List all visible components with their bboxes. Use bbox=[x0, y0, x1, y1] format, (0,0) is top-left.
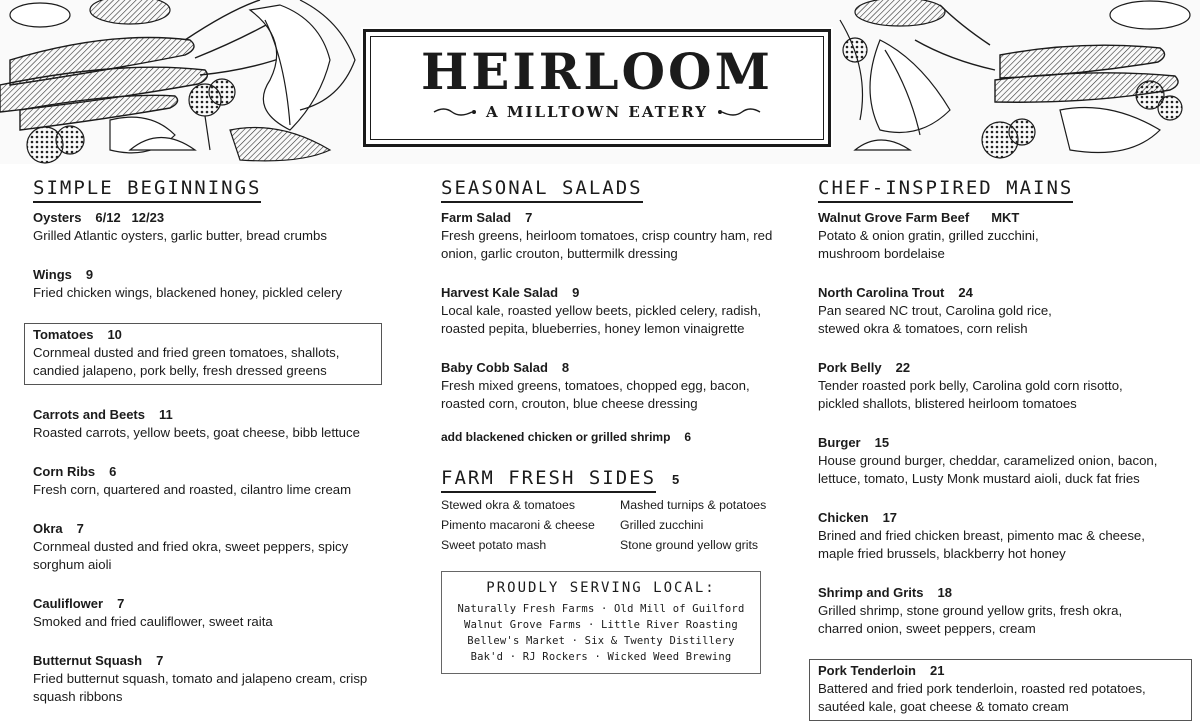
menu-item-farm-salad bbox=[441, 209, 786, 263]
item-description: Cornmeal dusted and fried green tomatoes, shallots, candied jalapeno, pork belly, fresh dressed greens bbox=[33, 345, 340, 378]
item-price: 6 bbox=[109, 464, 117, 479]
menu-item-pork-belly bbox=[818, 359, 1188, 413]
item-name: Farm Salad bbox=[441, 210, 512, 225]
menu-item-carrots-and-beets bbox=[33, 406, 378, 442]
section-title: SIMPLE BEGINNINGS bbox=[33, 176, 261, 203]
section-chef-inspired-mains bbox=[818, 174, 1188, 721]
menu-item-baby-cobb-salad bbox=[441, 359, 786, 413]
item-description: Roasted carrots, yellow beets, goat cheese, bibb lettuce bbox=[33, 425, 360, 440]
item-description: Fried chicken wings, blackened honey, pickled celery bbox=[33, 285, 343, 300]
item-price: 6/12 12/23 bbox=[95, 210, 165, 225]
menu-item-pork-tenderloin bbox=[809, 659, 1192, 721]
menu-item-corn-ribs bbox=[33, 463, 378, 499]
section-title: FARM FRESH SIDES bbox=[441, 466, 656, 493]
logo-title: HEIRLOOM bbox=[421, 42, 773, 101]
sides-price: 5 bbox=[672, 472, 680, 487]
side-item: Mashed turnips & potatoes bbox=[620, 498, 767, 512]
item-description: Grilled Atlantic oysters, garlic butter, bread crumbs bbox=[33, 228, 327, 243]
salad-addon bbox=[441, 430, 786, 444]
section-simple-beginnings bbox=[33, 174, 378, 727]
item-description: House ground burger, cheddar, caramelized onion, bacon, lettuce, tomato, Lusty Monk mustard aioli, duck fat fries bbox=[818, 453, 1158, 486]
item-price: 7 bbox=[117, 596, 125, 611]
item-name: Oysters bbox=[33, 210, 82, 225]
section-title: SEASONAL SALADS bbox=[441, 176, 643, 203]
item-price: 17 bbox=[882, 510, 898, 525]
item-name: Wings bbox=[33, 267, 72, 282]
menu-item-butternut-squash bbox=[33, 652, 378, 706]
menu-item-burger bbox=[818, 434, 1188, 488]
local-partner-line: Bellew's Market · Six & Twenty Distillery bbox=[467, 635, 735, 647]
flourish-right-icon bbox=[716, 105, 762, 119]
section-title: CHEF-INSPIRED MAINS bbox=[818, 176, 1073, 203]
local-partner-line: Bak'd · RJ Rockers · Wicked Weed Brewing bbox=[470, 651, 732, 663]
item-description: Potato & onion gratin, grilled zucchini, mushroom bordelaise bbox=[818, 228, 1039, 261]
item-name: Pork Belly bbox=[818, 360, 882, 375]
item-price: 9 bbox=[572, 285, 580, 300]
menu-item-harvest-kale-salad bbox=[441, 284, 786, 338]
menu-item-oysters bbox=[33, 209, 378, 245]
item-name: Carrots and Beets bbox=[33, 407, 145, 422]
menu-item-okra bbox=[33, 520, 378, 574]
local-partner-line: Naturally Fresh Farms · Old Mill of Guilford bbox=[457, 603, 745, 615]
item-price: 10 bbox=[107, 327, 122, 342]
item-name: Walnut Grove Farm Beef bbox=[818, 210, 970, 225]
sides-list bbox=[441, 495, 786, 555]
section-farm-fresh-sides bbox=[441, 466, 786, 493]
item-description: Fresh corn, quartered and roasted, cilantro lime cream bbox=[33, 482, 352, 497]
flourish-left-icon bbox=[432, 105, 478, 119]
item-price: 18 bbox=[937, 585, 952, 600]
item-price: 22 bbox=[895, 360, 911, 375]
item-name: Cauliflower bbox=[33, 596, 104, 611]
item-price: 8 bbox=[561, 360, 570, 375]
menu-item-wings bbox=[33, 266, 378, 302]
item-price: 7 bbox=[76, 521, 84, 536]
item-description: Local kale, roasted yellow beets, pickled celery, radish, roasted pepita, blueberries, honey lemon vinaigrette bbox=[441, 303, 762, 336]
addon-price: 6 bbox=[684, 430, 692, 444]
item-description: Fried butternut squash, tomato and jalapeno cream, crisp squash ribbons bbox=[33, 671, 368, 704]
item-name: Chicken bbox=[818, 510, 869, 525]
item-name: Harvest Kale Salad bbox=[441, 285, 559, 300]
item-price: 21 bbox=[930, 663, 945, 678]
item-price: 11 bbox=[158, 407, 173, 422]
menu-item-walnut-grove-farm-beef bbox=[818, 209, 1188, 263]
item-name: Baby Cobb Salad bbox=[441, 360, 548, 375]
local-partner-line: Walnut Grove Farms · Little River Roasting bbox=[464, 619, 738, 631]
proudly-serving-local-box bbox=[441, 571, 761, 674]
logo-subtitle: A MILLTOWN EATERY bbox=[486, 103, 708, 121]
item-description: Battered and fried pork tenderloin, roasted red potatoes, sautéed kale, goat cheese & tomato cream bbox=[818, 681, 1146, 714]
item-price: 7 bbox=[525, 210, 533, 225]
addon-text: add blackened chicken or grilled shrimp bbox=[441, 430, 671, 444]
item-description: Brined and fried chicken breast, pimento mac & cheese, maple fried brussels, blackberry hot honey bbox=[818, 528, 1145, 561]
item-price: 15 bbox=[874, 435, 890, 450]
item-name: Shrimp and Grits bbox=[818, 585, 924, 600]
side-item: Stone ground yellow grits bbox=[620, 538, 759, 552]
item-description: Tender roasted pork belly, Carolina gold corn risotto, pickled shallots, blistered heirloom tomatoes bbox=[818, 378, 1123, 411]
header-banner bbox=[0, 0, 1200, 164]
item-price: 7 bbox=[156, 653, 164, 668]
item-name: Okra bbox=[33, 521, 63, 536]
item-description: Smoked and fried cauliflower, sweet raita bbox=[33, 614, 273, 629]
item-name: Pork Tenderloin bbox=[818, 663, 916, 678]
item-name: Butternut Squash bbox=[33, 653, 143, 668]
menu-item-tomatoes bbox=[24, 323, 382, 385]
item-description: Cornmeal dusted and fried okra, sweet peppers, spicy sorghum aioli bbox=[33, 539, 349, 572]
logo bbox=[363, 29, 831, 147]
item-name: Corn Ribs bbox=[33, 464, 96, 479]
side-item: Stewed okra & tomatoes bbox=[441, 498, 575, 512]
item-name: Burger bbox=[818, 435, 861, 450]
menu-item-north-carolina-trout bbox=[818, 284, 1188, 338]
item-description: Fresh greens, heirloom tomatoes, crisp country ham, red onion, garlic crouton, buttermilk dressing bbox=[441, 228, 773, 261]
side-item: Pimento macaroni & cheese bbox=[441, 518, 595, 532]
menu-item-shrimp-and-grits bbox=[818, 584, 1188, 638]
side-item: Sweet potato mash bbox=[441, 538, 547, 552]
side-item: Grilled zucchini bbox=[620, 518, 704, 532]
item-price: 24 bbox=[958, 285, 973, 300]
item-description: Grilled shrimp, stone ground yellow grits, fresh okra, charred onion, sweet peppers, cream bbox=[818, 603, 1123, 636]
local-title: PROUDLY SERVING LOCAL: bbox=[486, 580, 716, 596]
menu-item-chicken bbox=[818, 509, 1188, 563]
item-name: North Carolina Trout bbox=[818, 285, 945, 300]
menu-item-cauliflower bbox=[33, 595, 378, 631]
item-description: Fresh mixed greens, tomatoes, chopped egg, bacon, roasted corn, crouton, blue cheese dressing bbox=[441, 378, 750, 411]
item-price: 9 bbox=[85, 267, 94, 282]
item-price: MKT bbox=[991, 210, 1020, 225]
section-seasonal-salads bbox=[441, 174, 786, 674]
logo-subtitle-row bbox=[366, 102, 828, 122]
item-description: Pan seared NC trout, Carolina gold rice, stewed okra & tomatoes, corn relish bbox=[818, 303, 1052, 336]
item-name: Tomatoes bbox=[33, 327, 94, 342]
